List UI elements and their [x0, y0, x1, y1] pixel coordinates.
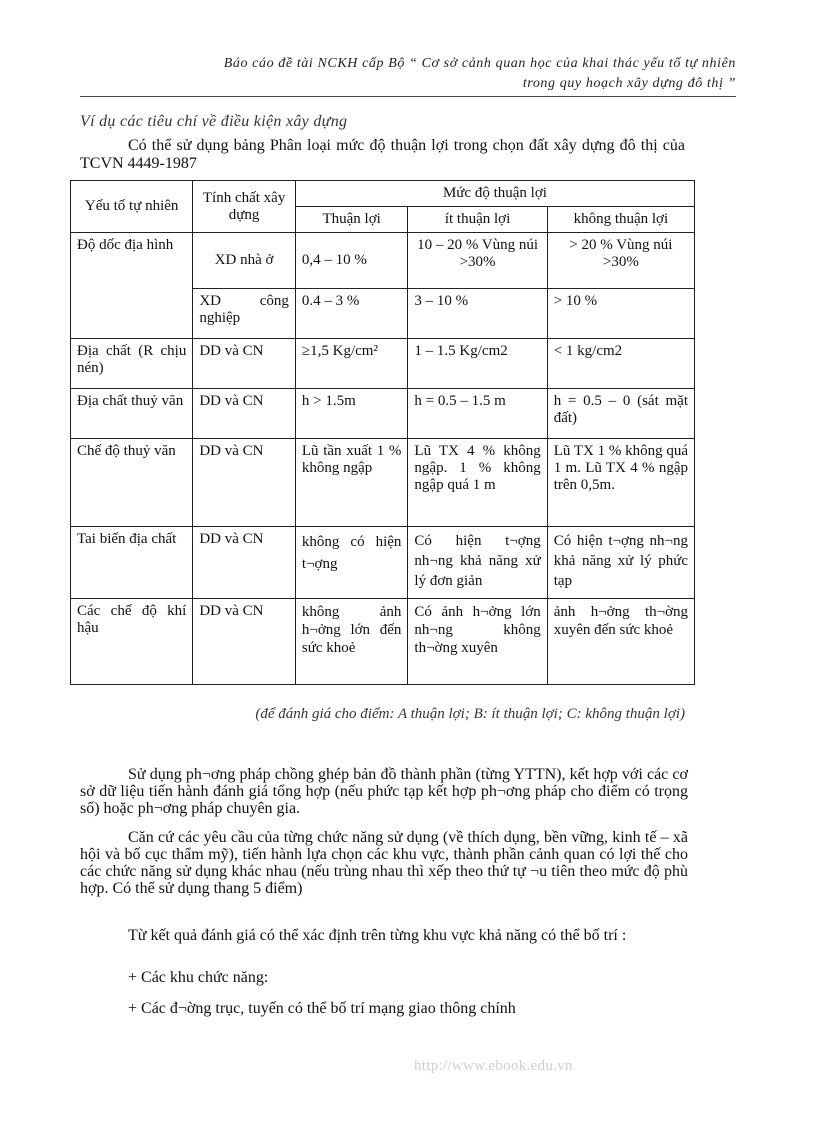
- cell-favorable: không có hiện t¬ợng: [295, 527, 408, 599]
- header-factor: Yếu tố tự nhiên: [71, 181, 193, 233]
- cell-factor: Độ dốc địa hình: [71, 233, 193, 339]
- header-divider: [80, 96, 736, 97]
- cell-factor: Tai biến địa chất: [71, 527, 193, 599]
- table-row: [71, 389, 695, 439]
- cell-less-favorable: Có ảnh h¬ởng lớn nh¬ng không th¬ờng xuyên: [408, 599, 547, 685]
- table-caption: (để đánh giá cho điểm: A thuận lợi; B: ít thuận lợi; C: không thuận lợi): [255, 706, 685, 722]
- cell-favorable: 0.4 – 3 %: [295, 289, 408, 339]
- report-header: [80, 54, 736, 94]
- cell-factor: Địa chất thuỷ văn: [71, 389, 193, 439]
- cell-less-favorable: Có hiện t¬ợng nh¬ng khả năng xử lý đơn giản: [408, 527, 547, 599]
- cell-favorable: không ảnh h¬ởng lớn đến sức khoẻ: [295, 599, 408, 685]
- section-title: Ví dụ các tiêu chí về điều kiện xây dựng: [80, 113, 348, 130]
- header-line-1: Báo cáo đề tài NCKH cấp Bộ “ Cơ sở cảnh quan học của khai thác yếu tố tự nhiên: [223, 56, 736, 71]
- header-less-favorable: ít thuận lợi: [408, 207, 547, 233]
- cell-favorable: Lũ tần xuất 1 % không ngập: [295, 439, 408, 527]
- intro-paragraph: Có thể sử dụng bảng Phân loại mức độ thuận lợi trong chọn đất xây dựng đô thị của TCVN 4449-1987: [80, 137, 685, 172]
- cell-property: DD và CN: [193, 599, 296, 685]
- cell-less-favorable: 3 – 10 %: [408, 289, 547, 339]
- bullet-traffic-axes: + Các đ¬ờng trục, tuyến có thể bố trí mạng giao thông chính: [128, 1000, 516, 1017]
- cell-property: DD và CN: [193, 339, 296, 389]
- header-favorable: Thuận lợi: [295, 207, 408, 233]
- table-row: [71, 527, 695, 599]
- table-row: [71, 339, 695, 389]
- cell-favorable: ≥1,5 Kg/cm²: [295, 339, 408, 389]
- header-line-2: trong quy hoạch xây dựng đô thị ”: [522, 76, 736, 91]
- cell-less-favorable: h = 0.5 – 1.5 m: [408, 389, 547, 439]
- paragraph-result: Từ kết quả đánh giá có thể xác định trên từng khu vực khả năng có thể bố trí :: [128, 927, 627, 944]
- cell-property: XD nhà ở: [193, 233, 296, 289]
- table-row: [71, 599, 695, 685]
- cell-property: DD và CN: [193, 527, 296, 599]
- cell-property: DD và CN: [193, 389, 296, 439]
- cell-unfavorable: ảnh h¬ởng th¬ờng xuyên đến sức khoẻ: [547, 599, 694, 685]
- footer-url: http://www.ebook.edu.vn: [414, 1058, 573, 1074]
- cell-factor: Địa chất (R chịu nén): [71, 339, 193, 389]
- paragraph-method: Sử dụng ph¬ơng pháp chồng ghép bản đồ thành phần (từng YTTN), kết hợp với các cơ sở dữ liệu tiến hành đánh giá tổng hợp (nếu phức tạp kết hợp ph¬ơng pháp cho điểm có trọng số) hoặc ph¬ơng pháp chuyên gia.: [80, 766, 688, 817]
- cell-unfavorable: h = 0.5 – 0 (sát mặt đất): [547, 389, 694, 439]
- cell-unfavorable: Có hiện t¬ợng nh¬ng khả năng xử lý phức tạp: [547, 527, 694, 599]
- cell-unfavorable: > 10 %: [547, 289, 694, 339]
- cell-unfavorable: < 1 kg/cm2: [547, 339, 694, 389]
- cell-factor: Chế độ thuỷ văn: [71, 439, 193, 527]
- cell-less-favorable: 1 – 1.5 Kg/cm2: [408, 339, 547, 389]
- cell-less-favorable: Lũ TX 4 % không ngập. 1 % không ngập quá 1 m: [408, 439, 547, 527]
- cell-favorable: h > 1.5m: [295, 389, 408, 439]
- cell-property: DD và CN: [193, 439, 296, 527]
- header-unfavorable: không thuận lợi: [547, 207, 694, 233]
- table-header-row: [71, 181, 695, 207]
- header-level: Mức độ thuận lợi: [295, 181, 694, 207]
- table-row: [71, 439, 695, 527]
- cell-unfavorable: > 20 % Vùng núi >30%: [547, 233, 694, 289]
- paragraph-selection: Căn cứ các yêu cầu của từng chức năng sử dụng (về thích dụng, bền vững, kinh tế – xã hội và bố cục thẩm mỹ), tiến hành lựa chọn các khu vực, thành phần cảnh quan có lợi thế cho các chức năng sử dụng khác nhau (nếu trùng nhau thì xếp theo thứ tự ¬u tiên theo mức độ phù hợp. Có thể sử dụng thang 5 điểm): [80, 829, 688, 897]
- header-property: Tính chất xây dựng: [193, 181, 296, 233]
- cell-unfavorable: Lũ TX 1 % không quá 1 m. Lũ TX 4 % ngập trên 0,5m.: [547, 439, 694, 527]
- criteria-table: [70, 180, 695, 685]
- cell-factor: Các chế độ khí hậu: [71, 599, 193, 685]
- cell-less-favorable: 10 – 20 % Vùng núi >30%: [408, 233, 547, 289]
- bullet-functional-zones: + Các khu chức năng:: [128, 969, 269, 986]
- table-row: [71, 233, 695, 289]
- cell-favorable: 0,4 – 10 %: [295, 233, 408, 289]
- cell-property: XD công nghiệp: [193, 289, 296, 339]
